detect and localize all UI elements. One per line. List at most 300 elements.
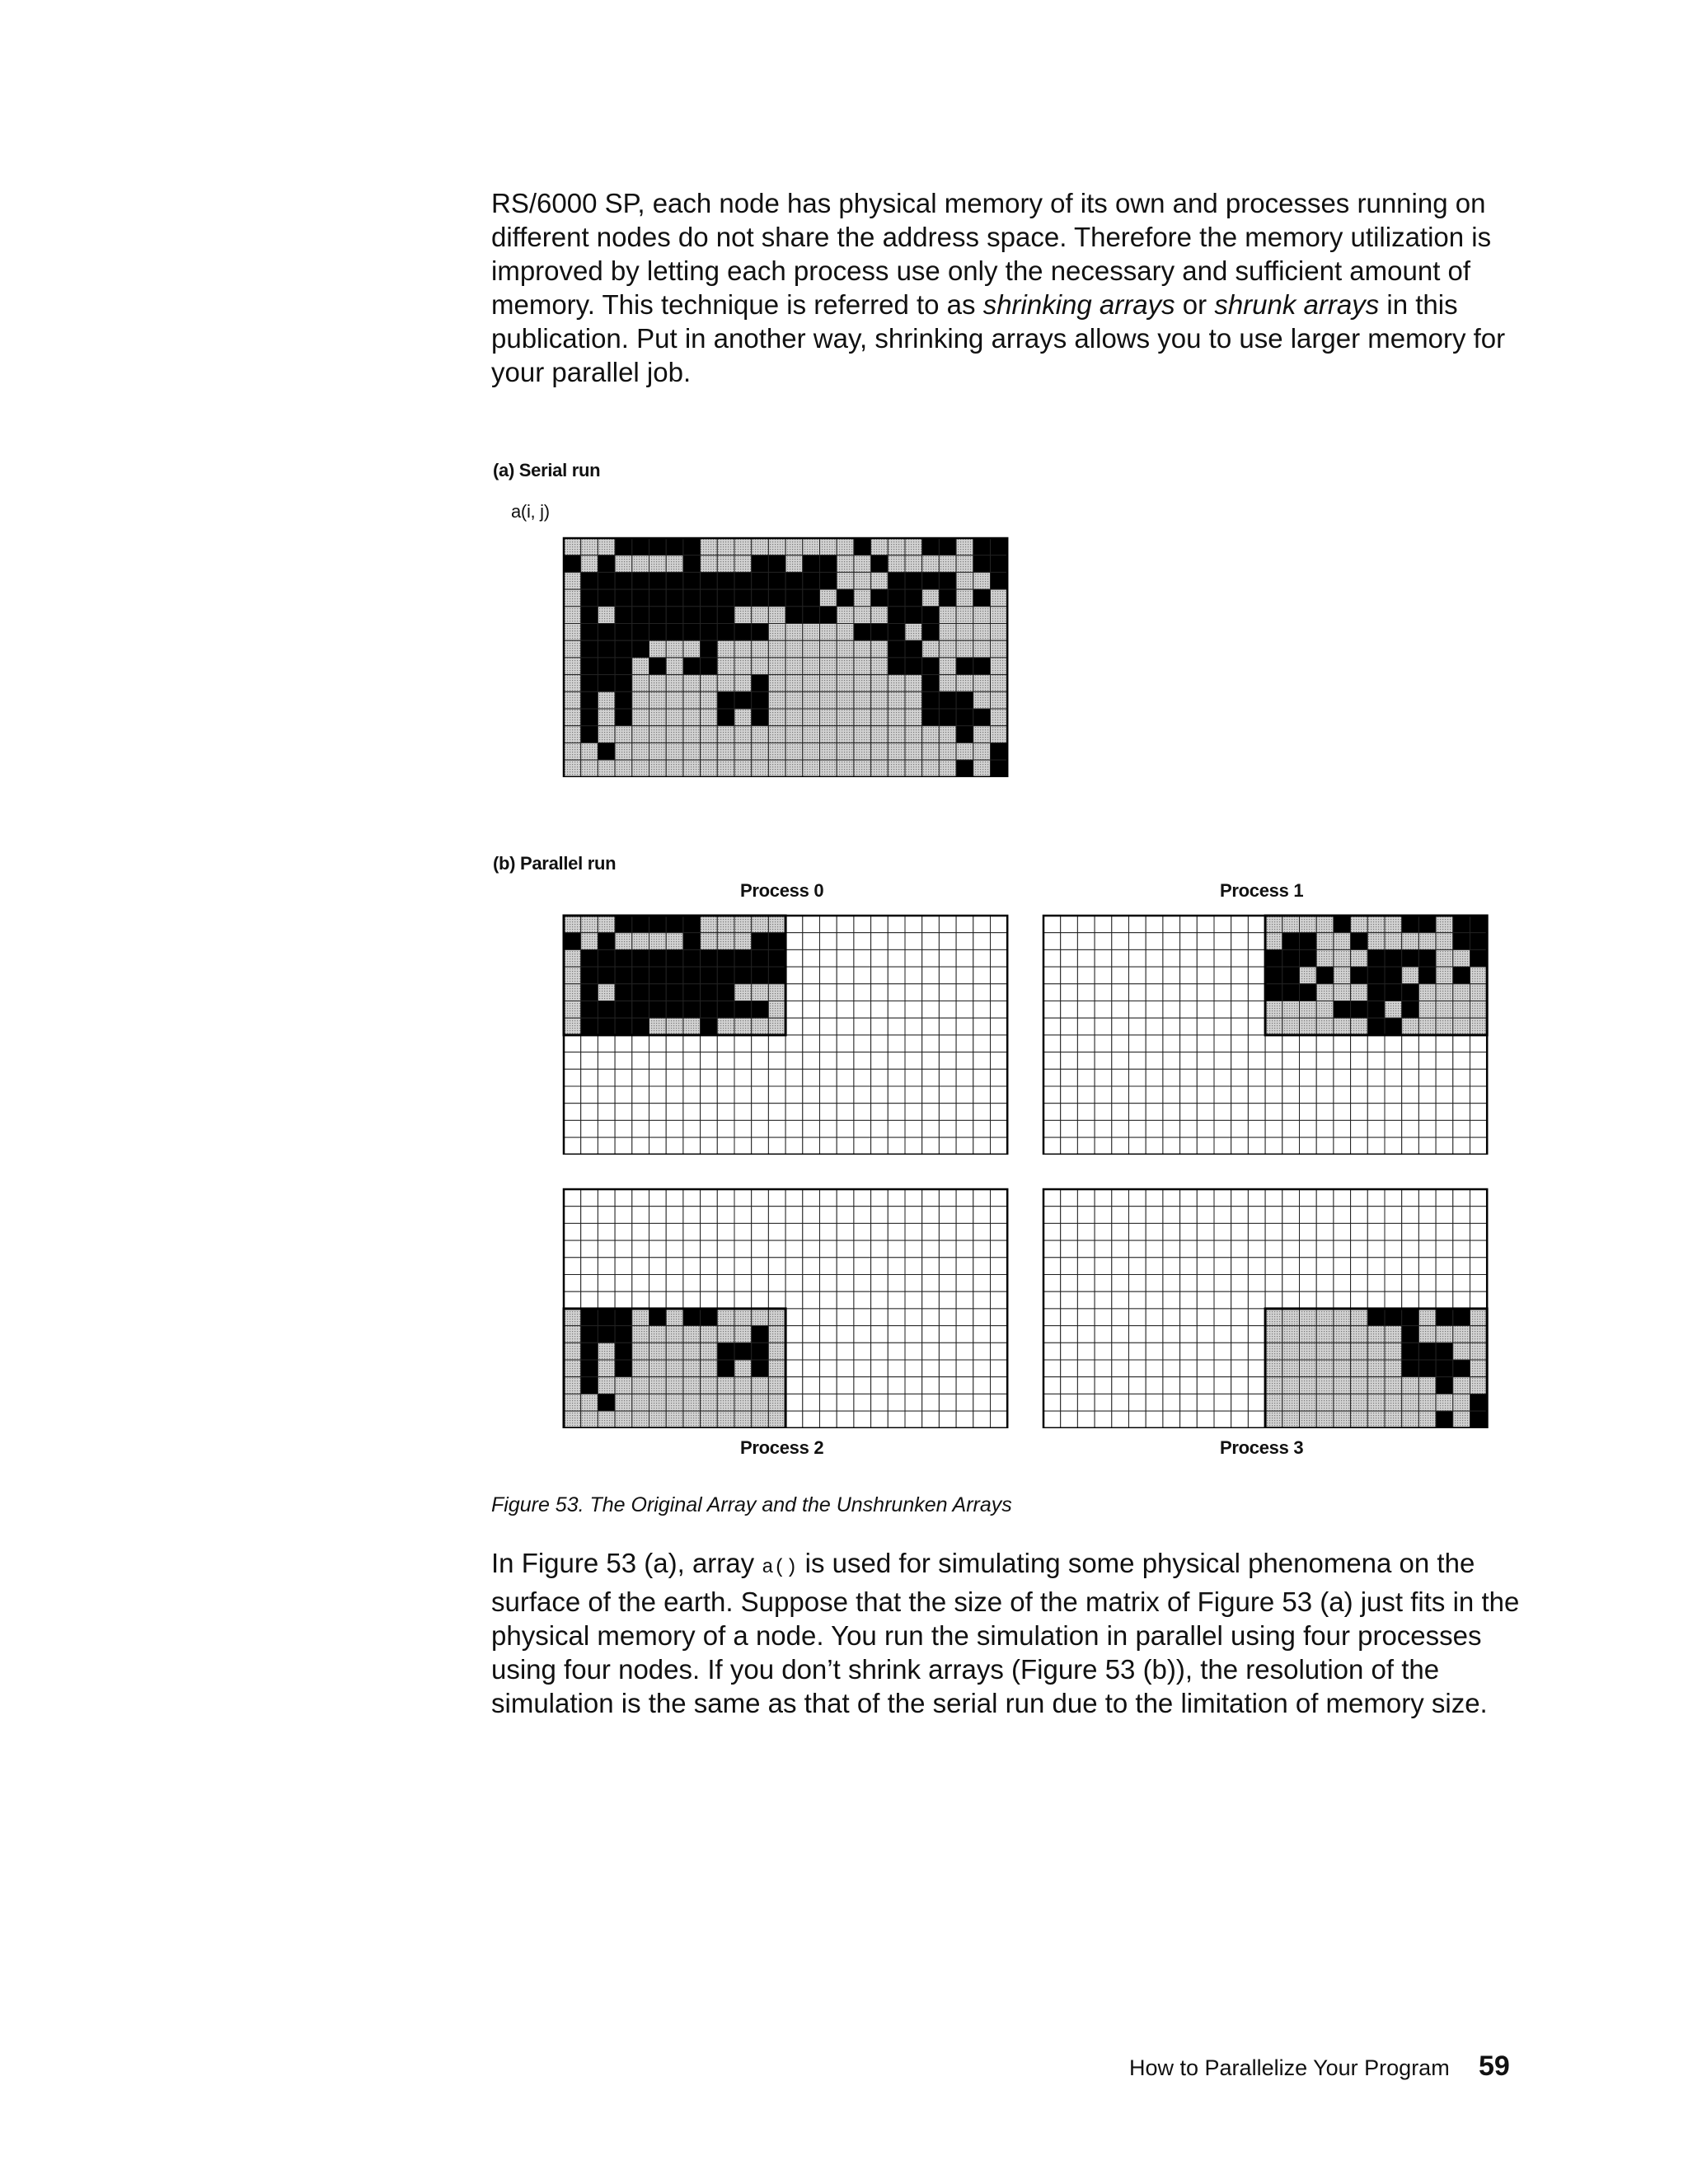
empty-cell xyxy=(871,949,889,967)
empty-cell xyxy=(1095,1258,1112,1275)
sea-cell xyxy=(734,743,752,760)
empty-cell xyxy=(1248,1258,1265,1275)
land-cell xyxy=(717,1343,734,1360)
land-cell xyxy=(649,589,667,607)
sea-cell xyxy=(991,675,1008,692)
empty-cell xyxy=(922,1207,940,1224)
sea-cell xyxy=(752,1018,769,1035)
empty-cell xyxy=(871,1001,889,1019)
empty-cell xyxy=(1112,933,1129,950)
empty-cell xyxy=(785,1120,803,1137)
empty-cell xyxy=(1214,1120,1231,1137)
empty-cell xyxy=(1282,1189,1300,1207)
sea-cell xyxy=(564,1343,581,1360)
sea-cell xyxy=(991,691,1008,709)
empty-cell xyxy=(1282,1275,1300,1292)
empty-cell xyxy=(956,949,973,967)
empty-cell xyxy=(1402,1052,1419,1070)
process-2-label: Process 2 xyxy=(740,1437,824,1458)
empty-cell xyxy=(1043,1069,1061,1086)
empty-cell xyxy=(1418,1137,1436,1155)
empty-cell xyxy=(837,1291,854,1309)
sea-cell xyxy=(820,640,837,658)
empty-cell xyxy=(1163,1377,1180,1394)
sea-cell xyxy=(1300,1377,1317,1394)
empty-cell xyxy=(1129,1035,1146,1052)
sea-cell xyxy=(837,658,854,675)
empty-cell xyxy=(683,1069,701,1086)
sea-cell xyxy=(1351,1394,1368,1411)
land-cell xyxy=(734,967,752,984)
empty-cell xyxy=(1231,1189,1249,1207)
empty-cell xyxy=(1316,1137,1334,1155)
empty-cell xyxy=(1197,1326,1214,1343)
empty-cell xyxy=(683,1052,701,1070)
empty-cell xyxy=(1418,1120,1436,1137)
empty-cell xyxy=(1112,984,1129,1001)
land-cell xyxy=(1385,949,1402,967)
empty-cell xyxy=(854,933,871,950)
empty-cell xyxy=(785,1035,803,1052)
empty-cell xyxy=(905,1189,922,1207)
land-cell xyxy=(1402,916,1419,933)
empty-cell xyxy=(1129,1018,1146,1035)
empty-cell xyxy=(666,1137,683,1155)
empty-cell xyxy=(1282,1069,1300,1086)
empty-cell xyxy=(768,1223,785,1240)
sea-cell xyxy=(1385,1377,1402,1394)
empty-cell xyxy=(939,1258,956,1275)
empty-cell xyxy=(1334,1035,1351,1052)
sea-cell xyxy=(666,1326,683,1343)
sea-cell xyxy=(888,709,905,726)
empty-cell xyxy=(854,1343,871,1360)
sea-cell xyxy=(649,743,667,760)
empty-cell xyxy=(1112,1189,1129,1207)
empty-cell xyxy=(1197,1120,1214,1137)
empty-cell xyxy=(905,1207,922,1224)
land-cell xyxy=(683,967,701,984)
land-cell xyxy=(1418,1360,1436,1377)
empty-cell xyxy=(1197,1240,1214,1258)
sea-cell xyxy=(803,726,820,743)
empty-cell xyxy=(837,1309,854,1326)
empty-cell xyxy=(1418,1223,1436,1240)
empty-cell xyxy=(854,1120,871,1137)
sea-cell xyxy=(1418,1377,1436,1394)
sea-cell xyxy=(1453,1326,1470,1343)
empty-cell xyxy=(1043,1086,1061,1104)
empty-cell xyxy=(598,1120,615,1137)
land-cell xyxy=(1402,1001,1419,1019)
empty-cell xyxy=(632,1207,649,1224)
empty-cell xyxy=(973,967,991,984)
empty-cell xyxy=(1095,933,1112,950)
empty-cell xyxy=(1470,1189,1488,1207)
empty-cell xyxy=(1351,1052,1368,1070)
sea-cell xyxy=(768,1377,785,1394)
empty-cell xyxy=(1197,1275,1214,1292)
empty-cell xyxy=(1385,1035,1402,1052)
empty-cell xyxy=(1214,1343,1231,1360)
empty-cell xyxy=(1146,1291,1163,1309)
empty-cell xyxy=(1163,1343,1180,1360)
empty-cell xyxy=(1061,1309,1078,1326)
sea-cell xyxy=(768,658,785,675)
empty-cell xyxy=(1146,967,1163,984)
empty-cell xyxy=(1385,1120,1402,1137)
sea-cell xyxy=(922,743,940,760)
empty-cell xyxy=(615,1189,632,1207)
empty-cell xyxy=(1351,1137,1368,1155)
land-cell xyxy=(632,1001,649,1019)
empty-cell xyxy=(1180,1018,1198,1035)
land-cell xyxy=(888,589,905,607)
empty-cell xyxy=(785,1189,803,1207)
empty-cell xyxy=(803,1343,820,1360)
empty-cell xyxy=(1214,1207,1231,1224)
empty-cell xyxy=(820,967,837,984)
empty-cell xyxy=(803,1309,820,1326)
empty-cell xyxy=(1180,1394,1198,1411)
empty-cell xyxy=(973,1035,991,1052)
empty-cell xyxy=(1163,1120,1180,1137)
land-cell xyxy=(717,691,734,709)
land-cell xyxy=(752,589,769,607)
land-cell xyxy=(768,572,785,589)
empty-cell xyxy=(717,1052,734,1070)
empty-cell xyxy=(803,1137,820,1155)
empty-cell xyxy=(820,933,837,950)
land-cell xyxy=(581,640,598,658)
sea-cell xyxy=(1334,1326,1351,1343)
empty-cell xyxy=(598,1240,615,1258)
sea-cell xyxy=(973,624,991,641)
empty-cell xyxy=(1129,1137,1146,1155)
empty-cell xyxy=(649,1291,667,1309)
sea-cell xyxy=(991,624,1008,641)
sea-cell xyxy=(1300,1343,1317,1360)
land-cell xyxy=(1418,949,1436,967)
empty-cell xyxy=(1129,1309,1146,1326)
figure-caption: Figure 53. The Original Array and the Unshrunken Arrays xyxy=(491,1493,1012,1516)
empty-cell xyxy=(1163,1411,1180,1428)
sea-cell xyxy=(683,709,701,726)
land-cell xyxy=(581,726,598,743)
land-cell xyxy=(581,967,598,984)
empty-cell xyxy=(1077,1104,1095,1121)
empty-cell xyxy=(820,1189,837,1207)
empty-cell xyxy=(1180,1377,1198,1394)
sea-cell xyxy=(666,709,683,726)
empty-cell xyxy=(1282,1223,1300,1240)
land-cell xyxy=(581,1001,598,1019)
sea-cell xyxy=(1351,1411,1368,1428)
land-cell xyxy=(632,1018,649,1035)
empty-cell xyxy=(1231,1275,1249,1292)
sea-cell xyxy=(1265,1001,1282,1019)
empty-cell xyxy=(1248,1086,1265,1104)
sea-cell xyxy=(905,624,922,641)
empty-cell xyxy=(1163,1086,1180,1104)
sea-cell xyxy=(922,555,940,573)
empty-cell xyxy=(1180,1001,1198,1019)
land-cell xyxy=(683,658,701,675)
sea-cell xyxy=(564,916,581,933)
empty-cell xyxy=(1248,1137,1265,1155)
empty-cell xyxy=(1470,1086,1488,1104)
sea-cell xyxy=(939,607,956,624)
empty-cell xyxy=(768,1069,785,1086)
empty-cell xyxy=(991,984,1008,1001)
sea-cell xyxy=(1265,1411,1282,1428)
empty-cell xyxy=(1265,1120,1282,1137)
sea-cell xyxy=(785,675,803,692)
empty-cell xyxy=(1231,1411,1249,1428)
sea-cell xyxy=(1453,1018,1470,1035)
sea-cell xyxy=(717,933,734,950)
empty-cell xyxy=(1402,1207,1419,1224)
empty-cell xyxy=(871,1104,889,1121)
empty-cell xyxy=(973,1394,991,1411)
empty-cell xyxy=(1197,1377,1214,1394)
empty-cell xyxy=(1316,1223,1334,1240)
empty-cell xyxy=(854,1309,871,1326)
empty-cell xyxy=(837,1207,854,1224)
sea-cell xyxy=(1453,1411,1470,1428)
empty-cell xyxy=(1367,1189,1385,1207)
empty-cell xyxy=(1214,1411,1231,1428)
empty-cell xyxy=(888,1035,905,1052)
empty-cell xyxy=(1061,1223,1078,1240)
empty-cell xyxy=(598,1137,615,1155)
empty-cell xyxy=(564,1104,581,1121)
empty-cell xyxy=(1095,1086,1112,1104)
empty-cell xyxy=(1077,933,1095,950)
sea-cell xyxy=(632,743,649,760)
empty-cell xyxy=(1470,1240,1488,1258)
empty-cell xyxy=(1470,1223,1488,1240)
sea-cell xyxy=(683,743,701,760)
empty-cell xyxy=(768,1189,785,1207)
land-cell xyxy=(752,572,769,589)
empty-cell xyxy=(1061,1394,1078,1411)
land-cell xyxy=(1453,916,1470,933)
empty-cell xyxy=(1095,1001,1112,1019)
empty-cell xyxy=(581,1275,598,1292)
empty-cell xyxy=(615,1207,632,1224)
land-cell xyxy=(632,967,649,984)
empty-cell xyxy=(854,1377,871,1394)
land-cell xyxy=(768,967,785,984)
empty-cell xyxy=(666,1258,683,1275)
empty-cell xyxy=(1418,1086,1436,1104)
process-0-grid xyxy=(562,914,1009,1155)
empty-cell xyxy=(871,1018,889,1035)
sea-cell xyxy=(717,916,734,933)
empty-cell xyxy=(973,1360,991,1377)
sea-cell xyxy=(1418,1001,1436,1019)
empty-cell xyxy=(1470,1137,1488,1155)
empty-cell xyxy=(820,1223,837,1240)
empty-cell xyxy=(1146,1035,1163,1052)
empty-cell xyxy=(803,1411,820,1428)
sea-cell xyxy=(1282,1001,1300,1019)
empty-cell xyxy=(956,916,973,933)
land-cell xyxy=(598,1018,615,1035)
sea-cell xyxy=(888,675,905,692)
empty-cell xyxy=(1367,1086,1385,1104)
sea-cell xyxy=(564,1411,581,1428)
empty-cell xyxy=(1112,1326,1129,1343)
empty-cell xyxy=(752,1291,769,1309)
empty-cell xyxy=(564,1189,581,1207)
sea-cell xyxy=(581,1394,598,1411)
empty-cell xyxy=(939,1189,956,1207)
land-cell xyxy=(598,967,615,984)
empty-cell xyxy=(973,1309,991,1326)
land-cell xyxy=(854,624,871,641)
empty-cell xyxy=(1112,1052,1129,1070)
sea-cell xyxy=(922,589,940,607)
empty-cell xyxy=(1197,967,1214,984)
empty-cell xyxy=(1061,1086,1078,1104)
sea-cell xyxy=(768,607,785,624)
empty-cell xyxy=(991,933,1008,950)
land-cell xyxy=(1436,1360,1453,1377)
empty-cell xyxy=(991,1240,1008,1258)
empty-cell xyxy=(1197,1086,1214,1104)
sea-cell xyxy=(973,675,991,692)
sea-cell xyxy=(1367,1343,1385,1360)
empty-cell xyxy=(785,1104,803,1121)
sea-cell xyxy=(905,691,922,709)
empty-cell xyxy=(632,1258,649,1275)
sea-cell xyxy=(785,658,803,675)
land-cell xyxy=(1367,1309,1385,1326)
empty-cell xyxy=(1436,1052,1453,1070)
sea-cell xyxy=(752,916,769,933)
empty-cell xyxy=(1351,1069,1368,1086)
sea-cell xyxy=(888,691,905,709)
empty-cell xyxy=(871,1052,889,1070)
empty-cell xyxy=(701,1069,718,1086)
empty-cell xyxy=(1146,933,1163,950)
sea-cell xyxy=(803,658,820,675)
empty-cell xyxy=(752,1275,769,1292)
empty-cell xyxy=(1385,1240,1402,1258)
sea-cell xyxy=(1316,1377,1334,1394)
empty-cell xyxy=(701,1120,718,1137)
empty-cell xyxy=(837,1258,854,1275)
land-cell xyxy=(615,675,632,692)
empty-cell xyxy=(1231,1343,1249,1360)
land-cell xyxy=(956,658,973,675)
empty-cell xyxy=(973,1018,991,1035)
sea-cell xyxy=(1316,1343,1334,1360)
empty-cell xyxy=(1112,949,1129,967)
empty-cell xyxy=(1470,1291,1488,1309)
empty-cell xyxy=(734,1120,752,1137)
land-cell xyxy=(632,640,649,658)
empty-cell xyxy=(1470,1258,1488,1275)
empty-cell xyxy=(1248,1035,1265,1052)
sea-cell xyxy=(752,743,769,760)
process-3-grid xyxy=(1042,1188,1489,1428)
sea-cell xyxy=(768,709,785,726)
empty-cell xyxy=(956,1309,973,1326)
empty-cell xyxy=(1214,949,1231,967)
empty-cell xyxy=(854,1069,871,1086)
land-cell xyxy=(598,624,615,641)
empty-cell xyxy=(1300,1069,1317,1086)
empty-cell xyxy=(581,1069,598,1086)
sea-cell xyxy=(1470,1360,1488,1377)
empty-cell xyxy=(922,1411,940,1428)
empty-cell xyxy=(1043,984,1061,1001)
land-cell xyxy=(717,1360,734,1377)
empty-cell xyxy=(683,1035,701,1052)
land-cell xyxy=(615,538,632,555)
sea-cell xyxy=(649,1343,667,1360)
empty-cell xyxy=(1248,1189,1265,1207)
sea-cell xyxy=(922,640,940,658)
sea-cell xyxy=(768,691,785,709)
empty-cell xyxy=(632,1240,649,1258)
sea-cell xyxy=(734,709,752,726)
empty-cell xyxy=(820,949,837,967)
empty-cell xyxy=(1367,1240,1385,1258)
land-cell xyxy=(1385,984,1402,1001)
empty-cell xyxy=(991,1120,1008,1137)
sea-cell xyxy=(564,1377,581,1394)
sea-cell xyxy=(1334,1343,1351,1360)
sea-cell xyxy=(939,743,956,760)
sea-cell xyxy=(615,760,632,777)
empty-cell xyxy=(1231,933,1249,950)
empty-cell xyxy=(1061,1258,1078,1275)
land-cell xyxy=(1453,933,1470,950)
land-cell xyxy=(939,538,956,555)
process-1-label: Process 1 xyxy=(1220,880,1304,901)
empty-cell xyxy=(888,1360,905,1377)
land-cell xyxy=(1265,967,1282,984)
sea-cell xyxy=(717,1018,734,1035)
empty-cell xyxy=(871,1137,889,1155)
sea-cell xyxy=(854,572,871,589)
empty-cell xyxy=(973,1343,991,1360)
land-cell xyxy=(888,658,905,675)
empty-cell xyxy=(905,933,922,950)
sea-cell xyxy=(871,538,889,555)
sea-cell xyxy=(1351,1360,1368,1377)
empty-cell xyxy=(939,1411,956,1428)
empty-cell xyxy=(1163,1018,1180,1035)
sea-cell xyxy=(632,709,649,726)
empty-cell xyxy=(1163,1326,1180,1343)
sea-cell xyxy=(956,743,973,760)
empty-cell xyxy=(564,1120,581,1137)
empty-cell xyxy=(973,1275,991,1292)
empty-cell xyxy=(768,1291,785,1309)
sea-cell xyxy=(837,691,854,709)
land-cell xyxy=(581,1326,598,1343)
empty-cell xyxy=(683,1275,701,1292)
sea-cell xyxy=(1282,1360,1300,1377)
land-cell xyxy=(717,984,734,1001)
empty-cell xyxy=(615,1223,632,1240)
empty-cell xyxy=(871,1207,889,1224)
